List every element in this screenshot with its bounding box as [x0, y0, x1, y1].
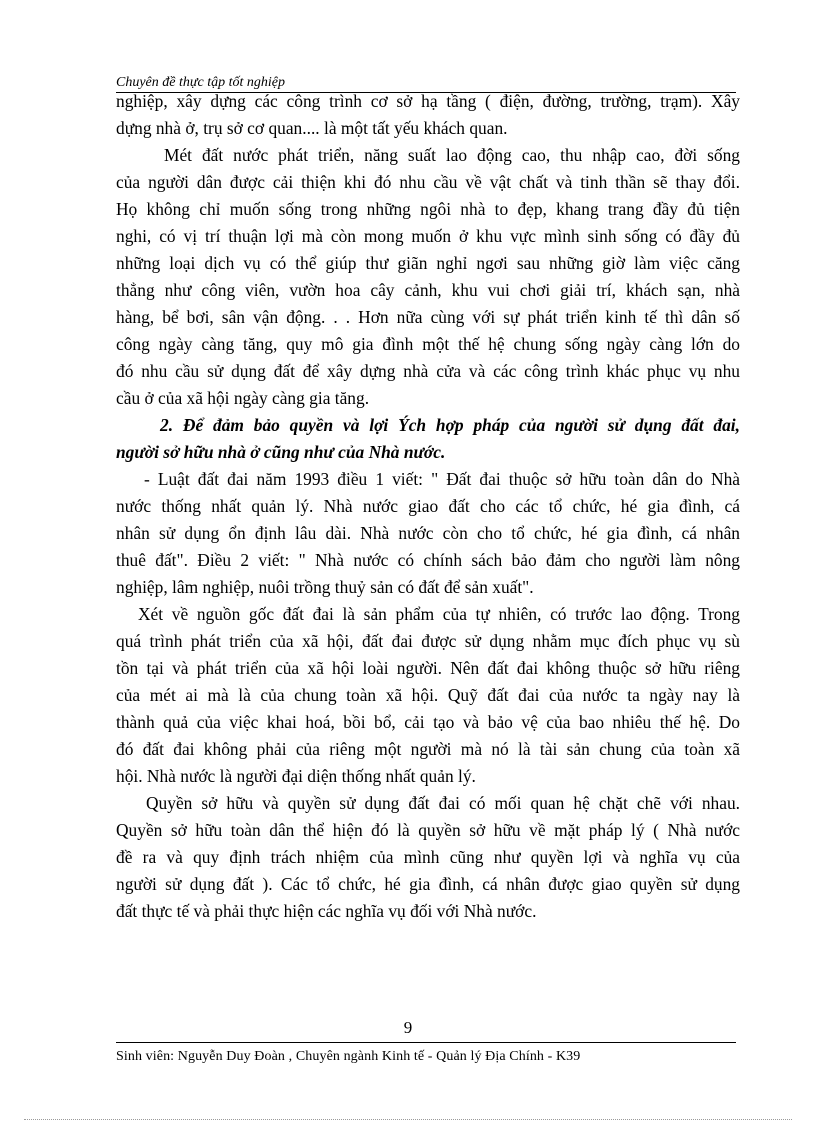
- text-line: hội. Nhà nước là người đại diện thống nhất quản lý.: [116, 766, 476, 786]
- text-line: cầu ở của xã hội ngày càng gia tăng.: [116, 388, 370, 408]
- text-line: Quyền sở hữu và quyền sử dụng đất đai có mối quan hệ chặt chẽ với nhau.: [146, 793, 740, 813]
- text-line: hàng, bể bơi, sân vận động. . . Hơn nữa cùng với sự phát triển kinh tế thì dân số: [116, 307, 740, 327]
- text-line: những loại dịch vụ có thể giúp thư giãn nghỉ ngơi sau những giờ làm việc căng: [116, 253, 740, 273]
- text-line: thành quả của việc khai hoá, bồi bổ, cải tạo và bảo vệ của bao nhiêu thế hệ. Do: [116, 712, 740, 732]
- page-number: 9: [403, 1018, 413, 1037]
- text-line: quá trình phát triển của xã hội, đất đai được sử dụng nhằm mục đích phục vụ sù: [116, 631, 740, 651]
- text-line: Mét đất nước phát triển, năng suất lao động cao, thu nhập cao, đời sống: [164, 145, 740, 165]
- running-header: Chuyên đề thực tập tốt nghiệp: [116, 74, 736, 93]
- text-line: công ngày càng tăng, quy mô gia đình một thế hệ chung sống ngày càng lớn do: [116, 334, 740, 354]
- running-footer: Sinh viên: Nguyễn Duy Đoàn , Chuyên ngành Kinh tế - Quản lý Địa Chính - K39: [116, 1042, 736, 1067]
- text-line: của người dân được cải thiện khi đó nhu cầu về vật chất và tinh thần sẽ thay đổi.: [116, 172, 740, 192]
- text-line: đó nhu cầu sử dụng đất để xây dựng nhà cửa và các công trình khác phục vụ nhu: [116, 361, 740, 381]
- text-line: người sử dụng đất ). Các tổ chức, hé gia đình, cá nhân được giao quyền sử dụng: [116, 874, 740, 894]
- text-line: đó đất đai không phải của riêng một người mà nó là tài sản chung của toàn xã: [116, 739, 740, 759]
- text-line: nghiệp, xây dựng các công trình cơ sở hạ tầng ( điện, đường, trường, trạm). Xây: [116, 91, 740, 111]
- text-line: Quyền sở hữu toàn dân thể hiện đó là quyền sở hữu về mặt pháp lý ( Nhà nước: [116, 820, 740, 840]
- text-line: - Luật đất đai năm 1993 điều 1 viết: " Đất đai thuộc sở hữu toàn dân do Nhà: [144, 469, 740, 489]
- text-line: người sở hữu nhà ở cũng như của Nhà nước.: [116, 442, 446, 462]
- text-line: đề ra và quy định trách nhiệm của mình cũng như quyền lợi và nghĩa vụ của: [116, 847, 740, 867]
- text-line: nghiệp, lâm nghiệp, nuôi trồng thuỷ sản có đất để sản xuất".: [116, 577, 534, 597]
- text-line: nhân sử dụng ổn định lâu dài. Nhà nước còn cho tổ chức, hé gia đình, cá nhân: [116, 523, 740, 543]
- page-edge-divider: [24, 1119, 792, 1120]
- text-line: nước thống nhất quản lý. Nhà nước giao đất cho các tổ chức, hé gia đình, cá: [116, 496, 740, 516]
- text-line: Họ không chỉ muốn sống trong những ngôi nhà to đẹp, khang trang đầy đủ tiện: [116, 199, 740, 219]
- text-line: thuê đất". Điều 2 viết: " Nhà nước có chính sách bảo đảm cho người làm nông: [116, 550, 740, 570]
- text-line: 2. Để đảm bảo quyền và lợi Ých hợp pháp của người sử dụng đất đai,: [160, 415, 740, 435]
- text-line: tồn tại và phát triển của xã hội loài người. Nên đất đai không thuộc sở hữu riêng: [116, 658, 740, 678]
- text-line: nghi, có vị trí thuận lợi mà còn mong muốn ở khu vực mình sinh sống có đầy đủ: [116, 226, 740, 246]
- document-body: [116, 88, 740, 925]
- text-line: thẳng như công viên, vườn hoa cây cảnh, khu vui chơi giải trí, khách sạn, nhà: [116, 280, 740, 300]
- text-line: Xét về nguồn gốc đất đai là sản phẩm của tự nhiên, có trước lao động. Trong: [138, 604, 740, 624]
- text-line: của mét ai mà là của chung toàn xã hội. Quỹ đất đai của nước ta ngày nay là: [116, 685, 740, 705]
- text-line: dựng nhà ở, trụ sở cơ quan.... là một tất yếu khách quan.: [116, 118, 508, 138]
- text-line: đất thực tế và phải thực hiện các nghĩa vụ đối với Nhà nước.: [116, 901, 537, 921]
